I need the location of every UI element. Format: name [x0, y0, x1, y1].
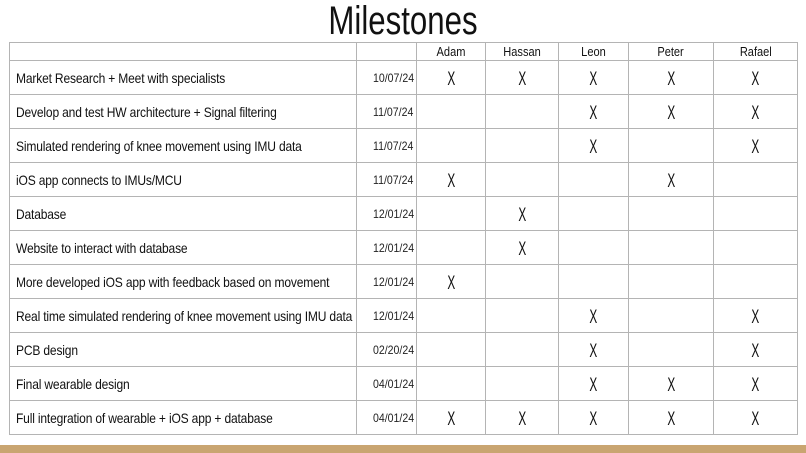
header-person: [417, 43, 486, 61]
date-cell: [357, 197, 417, 231]
task-cell: [10, 299, 357, 333]
table-row: [10, 367, 798, 401]
assignment-cell: [714, 129, 798, 163]
assignment-mark: X: [667, 102, 675, 124]
assignment-cell: [629, 95, 714, 129]
assignment-cell: [714, 333, 798, 367]
date-cell: [357, 367, 417, 401]
assignment-cell: [559, 61, 629, 95]
assignment-mark: X: [518, 68, 526, 90]
header-task: [10, 43, 357, 61]
table-row: [10, 333, 798, 367]
assignment-cell: [486, 265, 559, 299]
date-label: 12/01/24: [373, 240, 415, 255]
date-cell: [357, 163, 417, 197]
assignment-cell: [417, 61, 486, 95]
assignment-mark: X: [751, 408, 760, 430]
task-cell: [10, 163, 357, 197]
assignment-cell: [417, 231, 486, 265]
assignment-mark: X: [751, 68, 760, 90]
assignment-mark: X: [751, 374, 760, 396]
assignment-cell: [629, 265, 714, 299]
task-label: Final wearable design: [16, 375, 130, 392]
assignment-cell: [417, 265, 486, 299]
assignment-mark: X: [667, 408, 675, 430]
task-label: PCB design: [16, 341, 78, 358]
task-label: Simulated rendering of knee movement using IMU data: [16, 137, 302, 154]
assignment-cell: [417, 197, 486, 231]
task-cell: [10, 265, 357, 299]
assignment-mark: X: [589, 102, 598, 124]
date-label: 02/20/24: [373, 342, 415, 357]
header-person-label: Hassan: [503, 44, 541, 59]
date-cell: [357, 333, 417, 367]
assignment-cell: [417, 333, 486, 367]
date-cell: [357, 265, 417, 299]
assignment-cell: [486, 367, 559, 401]
assignment-cell: [559, 333, 629, 367]
date-cell: [357, 95, 417, 129]
task-cell: [10, 61, 357, 95]
header-person-label: Rafael: [739, 44, 772, 59]
assignment-cell: [629, 129, 714, 163]
assignment-cell: [486, 231, 559, 265]
assignment-cell: [486, 333, 559, 367]
task-cell: [10, 95, 357, 129]
assignment-cell: [559, 367, 629, 401]
assignment-cell: [417, 163, 486, 197]
task-label: More developed iOS app with feedback based on movement: [16, 273, 330, 290]
date-cell: [357, 129, 417, 163]
assignment-cell: [714, 367, 798, 401]
task-label: Real time simulated rendering of knee movement using IMU data: [16, 307, 353, 324]
header-person: [714, 43, 798, 61]
date-label: 12/01/24: [373, 206, 415, 221]
assignment-cell: [417, 299, 486, 333]
task-cell: [10, 401, 357, 435]
table-row: [10, 61, 798, 95]
assignment-cell: [714, 197, 798, 231]
assignment-mark: X: [447, 170, 455, 192]
bottom-accent-bar: [0, 445, 806, 453]
assignment-cell: [629, 61, 714, 95]
assignment-cell: [486, 61, 559, 95]
assignment-cell: [714, 95, 798, 129]
assignment-cell: [629, 333, 714, 367]
assignment-mark: X: [751, 102, 760, 124]
date-cell: [357, 231, 417, 265]
task-label: Full integration of wearable + iOS app + database: [16, 409, 273, 426]
assignment-mark: X: [667, 68, 675, 90]
assignment-mark: X: [589, 306, 598, 328]
assignment-cell: [486, 401, 559, 435]
date-label: 10/07/24: [373, 70, 415, 85]
assignment-cell: [486, 197, 559, 231]
header-person-label: Adam: [436, 44, 466, 59]
assignment-mark: X: [589, 136, 598, 158]
assignment-cell: [714, 231, 798, 265]
date-label: 04/01/24: [373, 376, 415, 391]
assignment-cell: [417, 367, 486, 401]
assignment-cell: [559, 265, 629, 299]
assignment-mark: X: [447, 408, 455, 430]
assignment-cell: [559, 197, 629, 231]
assignment-cell: [629, 197, 714, 231]
assignment-cell: [559, 129, 629, 163]
assignment-cell: [714, 163, 798, 197]
assignment-mark: X: [667, 374, 675, 396]
assignment-mark: X: [589, 408, 598, 430]
assignment-cell: [714, 401, 798, 435]
header-row: [10, 43, 798, 61]
header-date: [357, 43, 417, 61]
page-title: Milestones: [328, 0, 478, 43]
assignment-mark: X: [518, 204, 526, 226]
assignment-mark: X: [447, 68, 455, 90]
task-cell: [10, 197, 357, 231]
table-row: [10, 129, 798, 163]
assignment-mark: X: [751, 340, 760, 362]
assignment-cell: [629, 367, 714, 401]
assignment-mark: X: [447, 272, 455, 294]
assignment-cell: [417, 129, 486, 163]
assignment-cell: [486, 163, 559, 197]
assignment-cell: [559, 401, 629, 435]
assignment-cell: [714, 61, 798, 95]
table-row: [10, 197, 798, 231]
assignment-cell: [559, 231, 629, 265]
date-label: 12/01/24: [373, 308, 415, 323]
task-label: Database: [16, 205, 67, 222]
assignment-mark: X: [589, 340, 598, 362]
header-person: [629, 43, 714, 61]
assignment-cell: [559, 299, 629, 333]
assignment-cell: [629, 401, 714, 435]
assignment-cell: [417, 401, 486, 435]
table-row: [10, 163, 798, 197]
assignment-mark: X: [667, 170, 675, 192]
date-label: 11/07/24: [373, 172, 414, 187]
assignment-cell: [629, 299, 714, 333]
header-person-label: Leon: [581, 44, 606, 59]
assignment-cell: [559, 95, 629, 129]
assignment-cell: [629, 163, 714, 197]
assignment-cell: [486, 299, 559, 333]
task-label: Develop and test HW architecture + Signal filtering: [16, 103, 277, 120]
assignment-mark: X: [518, 238, 526, 260]
date-cell: [357, 299, 417, 333]
milestones-table: [9, 42, 798, 435]
assignment-cell: [486, 129, 559, 163]
assignment-mark: X: [518, 408, 526, 430]
date-label: 11/07/24: [373, 138, 414, 153]
assignment-cell: [629, 231, 714, 265]
task-label: Market Research + Meet with specialists: [16, 69, 226, 86]
date-label: 11/07/24: [373, 104, 414, 119]
task-cell: [10, 333, 357, 367]
assignment-cell: [714, 265, 798, 299]
assignment-mark: X: [751, 306, 760, 328]
date-cell: [357, 61, 417, 95]
assignment-mark: X: [589, 68, 598, 90]
task-cell: [10, 231, 357, 265]
header-person-label: Peter: [657, 44, 685, 59]
assignment-cell: [714, 299, 798, 333]
assignment-cell: [559, 163, 629, 197]
date-cell: [357, 401, 417, 435]
assignment-cell: [486, 95, 559, 129]
header-person: [559, 43, 629, 61]
assignment-mark: X: [751, 136, 760, 158]
task-label: Website to interact with database: [16, 239, 188, 256]
assignment-cell: [417, 95, 486, 129]
table-row: [10, 231, 798, 265]
task-cell: [10, 129, 357, 163]
task-label: iOS app connects to IMUs/MCU: [16, 171, 182, 188]
assignment-mark: X: [589, 374, 598, 396]
table-row: [10, 299, 798, 333]
task-cell: [10, 367, 357, 401]
date-label: 12/01/24: [373, 274, 415, 289]
table-row: [10, 265, 798, 299]
table-row: [10, 401, 798, 435]
header-person: [486, 43, 559, 61]
date-label: 04/01/24: [373, 410, 415, 425]
table-row: [10, 95, 798, 129]
